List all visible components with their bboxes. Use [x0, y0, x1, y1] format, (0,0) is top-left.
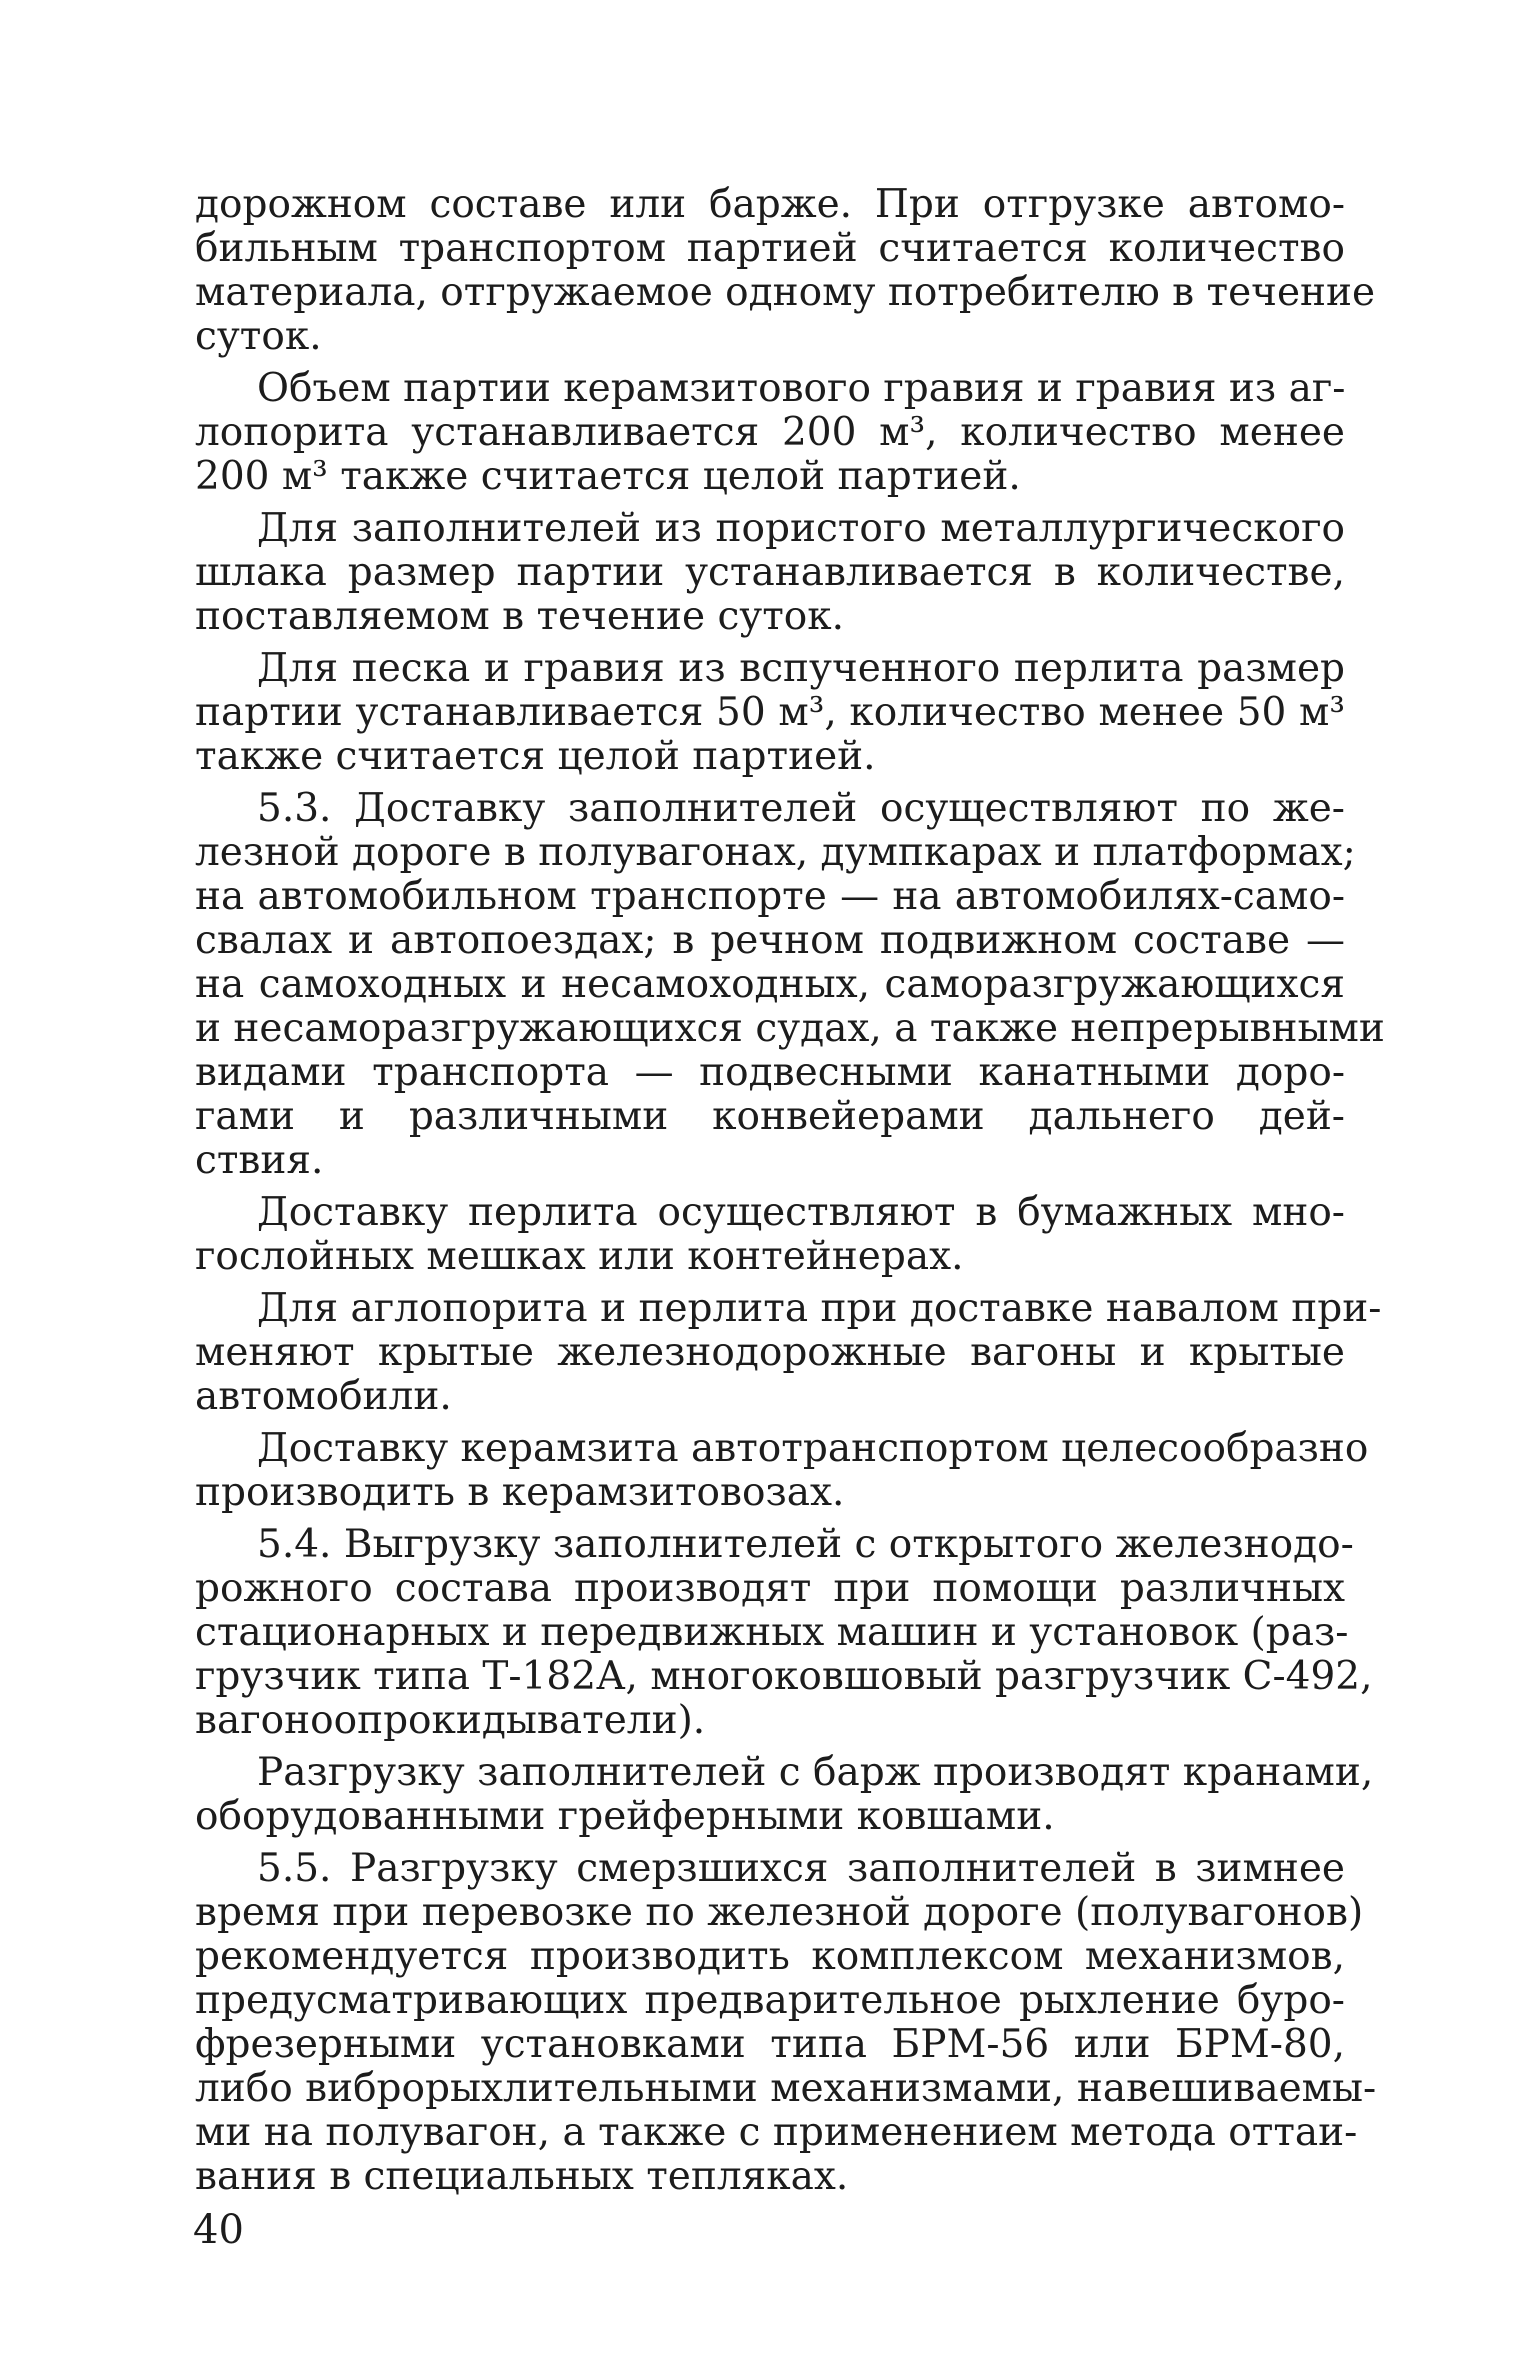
text-line [195, 2023, 1345, 2067]
line-text: на самоходных и несамоходных, саморазгружающихся [195, 962, 1345, 1007]
text-line [195, 2155, 1345, 2199]
text-line [195, 507, 1345, 551]
line-text: Доставку перлита осуществляют в бумажных мно- [257, 1190, 1345, 1235]
paragraph [195, 1522, 1373, 1743]
text-line [195, 411, 1345, 455]
text-line [195, 830, 1356, 875]
line-text: вагоноопрокидыватели). [195, 1698, 706, 1743]
line-text: на автомобильном транспорте — на автомобилях-само- [195, 874, 1345, 919]
text-line [195, 1935, 1345, 1979]
text-line [195, 1286, 1382, 1331]
text-line [195, 963, 1345, 1007]
text-line [195, 1654, 1373, 1699]
line-text: рожного состава производят при помощи различных [195, 1566, 1345, 1611]
line-text: также считается целой партией. [195, 734, 876, 779]
text-line [195, 875, 1345, 919]
line-text: Объем партии керамзитового гравия и гравия из аг- [257, 366, 1346, 411]
text-line [195, 270, 1376, 315]
line-text: Для песка и гравия из вспученного перлита размер [257, 646, 1345, 691]
line-text: видами транспорта — подвесными канатными доро- [195, 1050, 1345, 1095]
line-text: партии устанавливается 50 м³, количество менее 50 м³ [195, 690, 1345, 735]
text-line [195, 787, 1345, 831]
line-text: оборудованными грейферными ковшами. [195, 1794, 1055, 1839]
line-text: 200 м³ также считается целой партией. [195, 454, 1021, 499]
text-line [195, 455, 1345, 499]
line-text: поставляемом в течение суток. [195, 594, 845, 639]
line-text: материала, отгружаемое одному потребителю в течение [195, 270, 1376, 315]
line-text: автомобили. [195, 1374, 452, 1419]
line-text: бильным транспортом партией считается количество [195, 226, 1345, 271]
text-line [195, 183, 1345, 227]
text-line [195, 551, 1345, 595]
line-text: 5.4. Выгрузку заполнителей с открытого железнодо- [257, 1522, 1354, 1567]
text-line [195, 2110, 1358, 2155]
line-text: Доставку керамзита автотранспортом целесообразно [257, 1426, 1369, 1471]
text-line [195, 1051, 1345, 1095]
line-text: либо виброрыхлительными механизмами, навешиваемы- [195, 2066, 1377, 2111]
line-text: предусматривающих предварительное рыхление буро- [195, 1978, 1345, 2023]
line-text: шлака размер партии устанавливается в количестве, [195, 550, 1345, 595]
paragraph [195, 1426, 1369, 1515]
text-line [195, 315, 1345, 359]
text-line [195, 1979, 1345, 2023]
text-line [195, 1847, 1345, 1891]
text-line [195, 1522, 1354, 1567]
line-text: время при перевозке по железной дороге (полувагонов) [195, 1890, 1364, 1935]
text-line [195, 1095, 1345, 1139]
text-line [195, 367, 1345, 411]
text-line [195, 1750, 1374, 1795]
line-text: и несаморазгружающихся судах, а также непрерывными [195, 1006, 1385, 1051]
line-text: суток. [195, 314, 322, 359]
text-line [195, 1699, 1345, 1743]
paragraph [195, 182, 1376, 359]
text-line [195, 1890, 1364, 1935]
line-text: лопорита устанавливается 200 м³, количество менее [195, 410, 1345, 455]
paragraph [195, 1750, 1374, 1839]
line-text: 5.5. Разгрузку смерзшихся заполнителей в зимнее [257, 1846, 1345, 1891]
paragraph [195, 367, 1345, 499]
text-line [195, 1191, 1345, 1235]
line-text: Для аглопорита и перлита при доставке навалом при- [257, 1286, 1382, 1331]
line-text: дорожном составе или барже. При отгрузке автомо- [195, 182, 1345, 227]
line-text: свалах и автопоездах; в речном подвижном составе — [195, 918, 1345, 963]
text-line [195, 919, 1345, 963]
text-line [195, 2066, 1377, 2111]
text-line [195, 1471, 1345, 1515]
text-line [195, 1567, 1345, 1611]
line-text: меняют крытые железнодорожные вагоны и крытые [195, 1330, 1345, 1375]
text-line [195, 1375, 1345, 1419]
line-text: ствия. [195, 1138, 324, 1183]
line-text: лезной дороге в полувагонах, думпкарах и платформах; [195, 830, 1356, 875]
line-text: Для заполнителей из пористого металлургического [257, 506, 1345, 551]
line-text: фрезерными установками типа БРМ-56 или БРМ-80, [195, 2022, 1345, 2067]
line-text: 5.3. Доставку заполнителей осуществляют по же- [257, 786, 1345, 831]
text-line [195, 735, 1345, 779]
text-line [195, 1235, 1345, 1279]
line-text: грузчик типа Т-182А, многоковшовый разгрузчик С-492, [195, 1654, 1373, 1699]
line-text: производить в керамзитовозах. [195, 1470, 845, 1515]
paragraph [195, 1286, 1382, 1419]
text-line [195, 1006, 1385, 1051]
paragraph [195, 1846, 1377, 2199]
line-text: вания в специальных тепляках. [195, 2154, 849, 2199]
text-line [195, 595, 1345, 639]
page-number: 40 [193, 2207, 244, 2253]
page-body-text [195, 182, 1385, 2199]
paragraph [195, 507, 1345, 639]
paragraph [195, 647, 1345, 779]
text-line [195, 647, 1345, 691]
line-text: гослойных мешках или контейнерах. [195, 1234, 964, 1279]
text-line [195, 691, 1345, 735]
line-text: гами и различными конвейерами дальнего дей- [195, 1094, 1345, 1139]
text-line [195, 1795, 1345, 1839]
line-text: ми на полувагон, а также с применением метода оттаи- [195, 2110, 1358, 2155]
line-text: Разгрузку заполнителей с барж производят кранами, [257, 1750, 1374, 1795]
line-text: стационарных и передвижных машин и установок (раз- [195, 1610, 1349, 1655]
text-line [195, 1139, 1345, 1183]
paragraph [195, 1191, 1345, 1279]
text-line [195, 227, 1345, 271]
text-line [195, 1426, 1369, 1471]
line-text: рекомендуется производить комплексом механизмов, [195, 1934, 1345, 1979]
text-line [195, 1610, 1349, 1655]
paragraph [195, 786, 1385, 1183]
text-line [195, 1331, 1345, 1375]
